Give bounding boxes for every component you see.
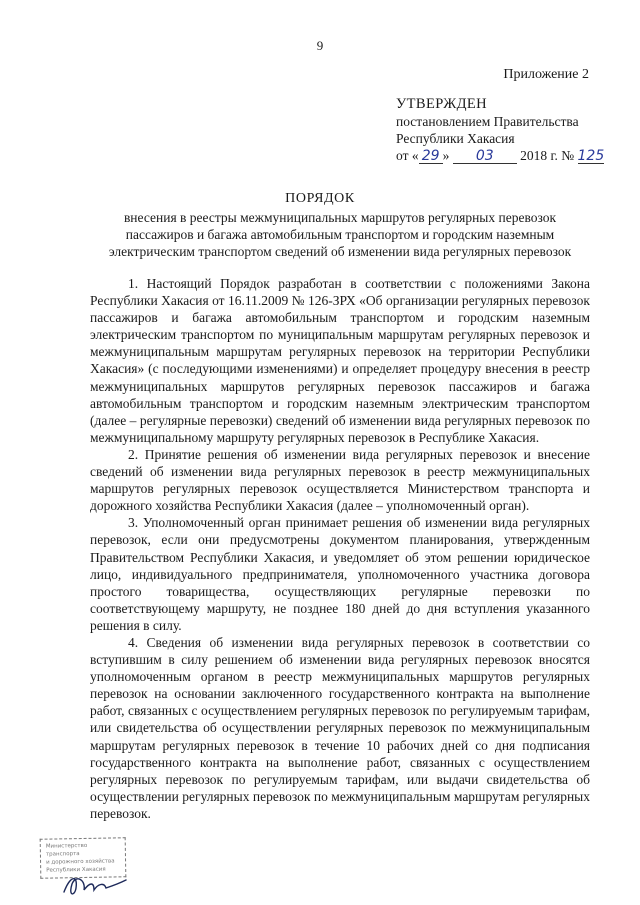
stamp-line: Министерство транспорта	[45, 842, 88, 858]
document-subtitle: внесения в реестры межмуниципальных маршрутов регулярных перевозок пассажиров и багажа автомобильным транспортом и городским наземным электрическим транспортом сведений об изменении вида регулярных перевозок	[108, 210, 572, 259]
paragraph-2: 2. Принятие решения об изменении вида регулярных перевозок и внесение сведений об изменении вида регулярных перевозок в реестр межмуниципальных маршрутов регулярных перевозок осуществляется Министерством транспорта и дорожного хозяйства Республики Хакасия (далее – уполномоченный орган).	[90, 446, 590, 514]
document-title: ПОРЯДОК	[285, 191, 355, 206]
paragraph-1: 1. Настоящий Порядок разработан в соответствии с положениями Закона Республики Хакасия от 16.11.2009 № 126-ЗРХ «Об организации регулярных перевозок пассажиров и багажа автомобильным транспортом и городским наземным электрическим транспортом по муниципальным маршрутам регулярных перевозок и межмуниципальным маршрутам регулярных перевозок на территории Республики Хакасия» (с последующими изменениями) и определяет процедуру внесения в реестр межмуниципальных маршрутов регулярных перевозок пассажиров и багажа автомобильным транспортом и городским наземным электрическим транспортом (далее – регулярные перевозки) сведений об изменении вида регулярных перевозок по межмуниципальному маршруту регулярных перевозок в Республике Хакасия.	[90, 276, 590, 445]
document-body	[90, 275, 590, 822]
date-year: 2018 г. №	[520, 148, 575, 163]
page-number: 9	[316, 38, 324, 53]
date-month: 03	[453, 148, 517, 164]
approved-heading: УТВЕРЖДЕН	[396, 96, 488, 112]
approved-org-line: Республики Хакасия	[396, 131, 515, 146]
stamp-line: и дорожного хозяйства	[46, 858, 115, 866]
approved-by-line: постановлением Правительства	[396, 114, 579, 129]
appendix-label: Приложение 2	[503, 67, 589, 82]
paragraph-4: 4. Сведения об изменении вида регулярных перевозок в соответствии со вступившим в силу решением об изменении вида регулярных перевозок вносятся уполномоченным органом в реестр межмуниципальных маршрутов регулярных перевозок на основании заключенного государственного контракта на выполнение работ, связанных с осуществлением регулярных перевозок по регулируемым тарифам, или свидетельства об осуществлении регулярных перевозок по межмуниципальным маршрутам регулярных перевозок в течение 10 рабочих дней со дня подписания государственного контракта на выполнение работ, связанных с осуществлением регулярных перевозок по регулируемым тарифам, или выдачи свидетельства об осуществлении регулярных перевозок по межмуниципальным маршрутам регулярных перевозок.	[90, 634, 590, 821]
paragraph-3: 3. Уполномоченный орган принимает решения об изменении вида регулярных перевозок, если они предусмотрены документом планирования, утвержденным Правительством Республики Хакасия, и уведомляет об этом решении юридическое лицо, индивидуального предпринимателя, уполномоченного участника договора простого товарищества, осуществляющих регулярные перевозки по соответствующему маршруту, не позднее 180 дней до дня вступления указанного решения в силу.	[90, 515, 590, 633]
approval-block	[396, 96, 604, 164]
approval-date-line	[396, 147, 604, 164]
date-prefix: от «	[396, 148, 419, 163]
signature-icon	[60, 870, 130, 900]
decree-number: 125	[577, 148, 605, 164]
date-day-close: »	[442, 148, 450, 163]
date-day: 29	[419, 148, 443, 164]
stamp-line: Республики Хакасия	[46, 866, 106, 874]
